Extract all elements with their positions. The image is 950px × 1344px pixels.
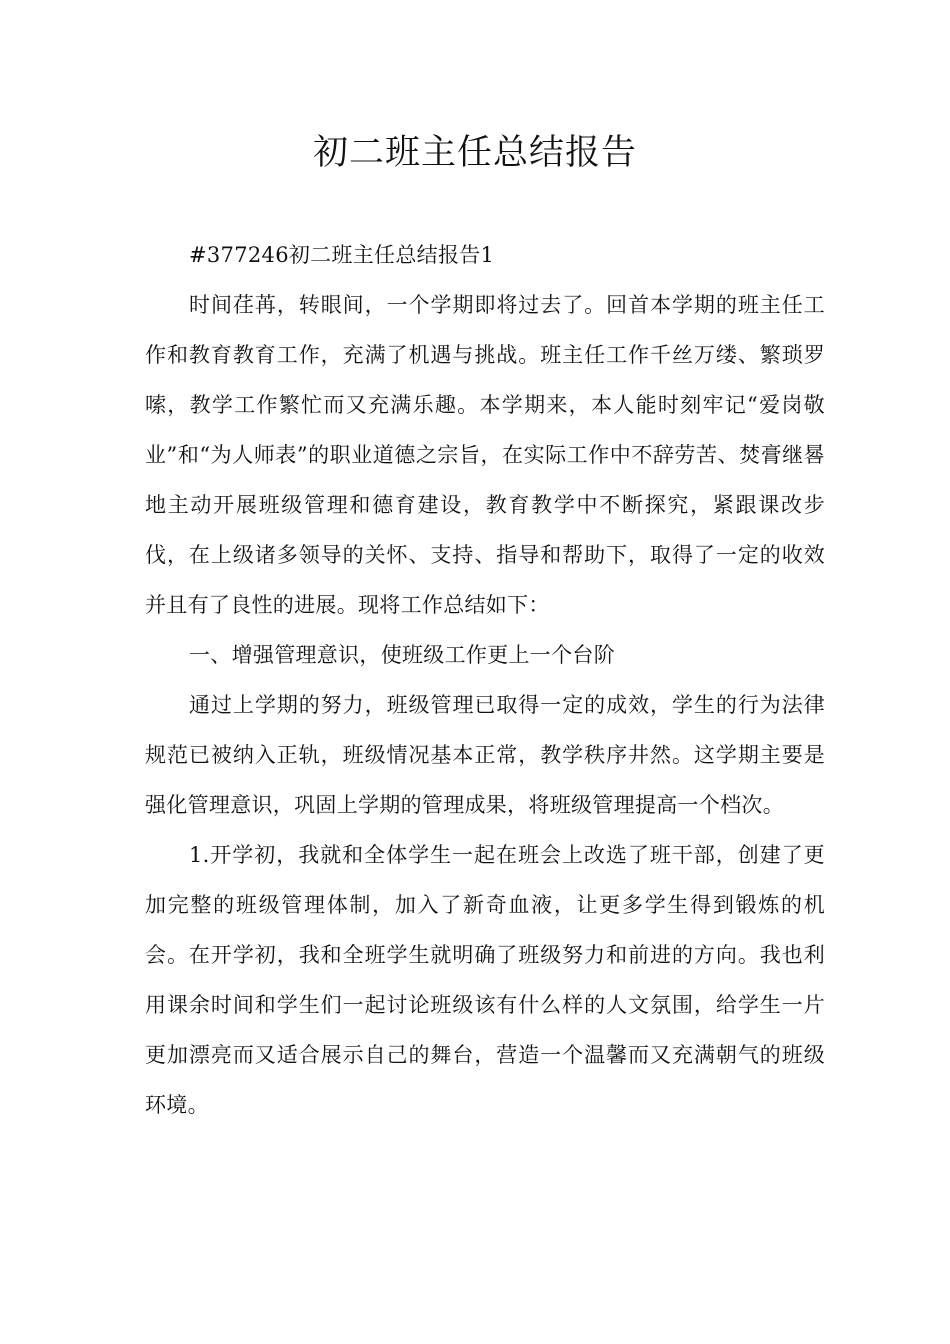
paragraph-section-1: 通过上学期的努力，班级管理已取得一定的成效，学生的行为法律规范已被纳入正轨，班级情况基本正常，教学秩序井然。这学期主要是强化管理意识，巩固上学期的管理成果，将班级管理提高一个档次。 <box>145 693 825 817</box>
document-body <box>145 230 825 1130</box>
paragraph-intro: 时间荏苒，转眼间，一个学期即将过去了。回首本学期的班主任工作和教育教育工作，充满了机遇与挑战。班主任工作千丝万缕、繁琐罗嗦，教学工作繁忙而又充满乐趣。本学期来，本人能时刻牢记“爱岗敬业”和“为人师表”的职业道德之宗旨，在实际工作中不辞劳苦、焚膏继晷地主动开展班级管理和德育建设，教育教学中不断探究，紧跟课改步伐，在上级诸多领导的关怀、支持、指导和帮助下，取得了一定的收效并且有了良性的进展。现将工作总结如下： <box>145 293 825 617</box>
document-subtitle-line: #377246初二班主任总结报告1 <box>189 243 495 267</box>
section-heading-1: 一、增强管理意识，使班级工作更上一个台阶 <box>189 643 615 667</box>
document-title: 初二班主任总结报告 <box>312 133 637 173</box>
paragraph-item-1: 1.开学初，我就和全体学生一起在班会上改选了班干部，创建了更加完整的班级管理体制，加入了新奇血液，让更多学生得到锻炼的机会。在开学初，我和全班学生就明确了班级努力和前进的方向。我也利用课余时间和学生们一起讨论班级该有什么样的人文氛围，给学生一片更加漂亮而又适合展示自己的舞台，营造一个温馨而又充满朝气的班级环境。 <box>145 843 825 1117</box>
